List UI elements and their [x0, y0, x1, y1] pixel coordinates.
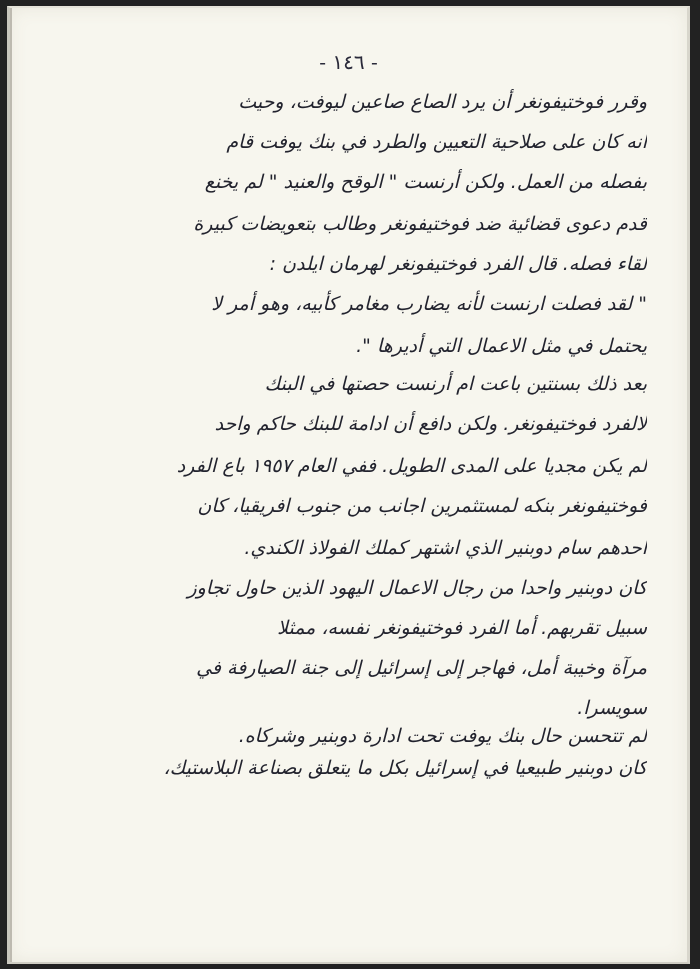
handwritten-line-5: لقاء فصله. قال الفرد فوختيفونغر لهرمان ايلدن : — [269, 253, 647, 275]
handwritten-line-9: لالفرد فوختيفونغر. ولكن دافع أن ادامة للبنك حاكم واحد — [214, 413, 647, 435]
handwritten-line-3: بفصله من العمل. ولكن أرنست " الوقح والعنيد " لم يخنع — [204, 171, 647, 193]
left-edge-shadow — [10, 8, 12, 962]
handwritten-line-13: كان دوبنير واحدا من رجال الاعمال اليهود الذين حاول تجاوز — [187, 577, 647, 599]
handwritten-line-14: سبيل تقربهم. أما الفرد فوختيفونغر نفسه، ممثلا — [277, 617, 647, 639]
handwritten-line-6: " لقد فصلت ارنست لأنه يضارب مغامر كأبيه، وهو أمر لا — [211, 293, 647, 315]
manuscript-sheet — [7, 6, 690, 964]
handwritten-line-12: احدهم سام دوبنير الذي اشتهر كملك الفولاذ الكندي. — [244, 537, 647, 559]
handwritten-line-16: سويسرا. — [577, 697, 647, 719]
handwritten-line-15: مرآة وخيبة أمل، فهاجر إلى إسرائيل إلى جنة الصيارفة في — [196, 657, 647, 679]
handwritten-line-1: وقرر فوختيفونغر أن يرد الصاع صاعين ليوفت، وحيث — [238, 91, 647, 113]
page-number: - ١٤٦ - — [319, 50, 378, 74]
handwritten-line-11: فوختيفونغر بنكه لمستثمرين اجانب من جنوب افريقيا، كان — [197, 495, 647, 517]
handwritten-line-17: لم تتحسن حال بنك يوفت تحت ادارة دوبنير وشركاه. — [238, 725, 647, 747]
handwritten-line-8: بعد ذلك بسنتين باعت ام أرنست حصتها في البنك — [264, 373, 647, 395]
handwritten-line-18: كان دوبنير طبيعيا في إسرائيل بكل ما يتعلق بصناعة البلاستيك، — [163, 757, 647, 779]
handwritten-line-10: لم يكن مجديا على المدى الطويل. ففي العام ١٩٥٧ باع الفرد — [176, 455, 647, 477]
handwritten-line-2: انه كان على صلاحية التعيين والطرد في بنك يوفت قام — [226, 131, 647, 153]
handwritten-line-4: قدم دعوى قضائية ضد فوختيفونغر وطالب بتعويضات كبيرة — [193, 213, 647, 235]
handwritten-line-7: يحتمل في مثل الاعمال التي أديرها ". — [356, 335, 647, 357]
